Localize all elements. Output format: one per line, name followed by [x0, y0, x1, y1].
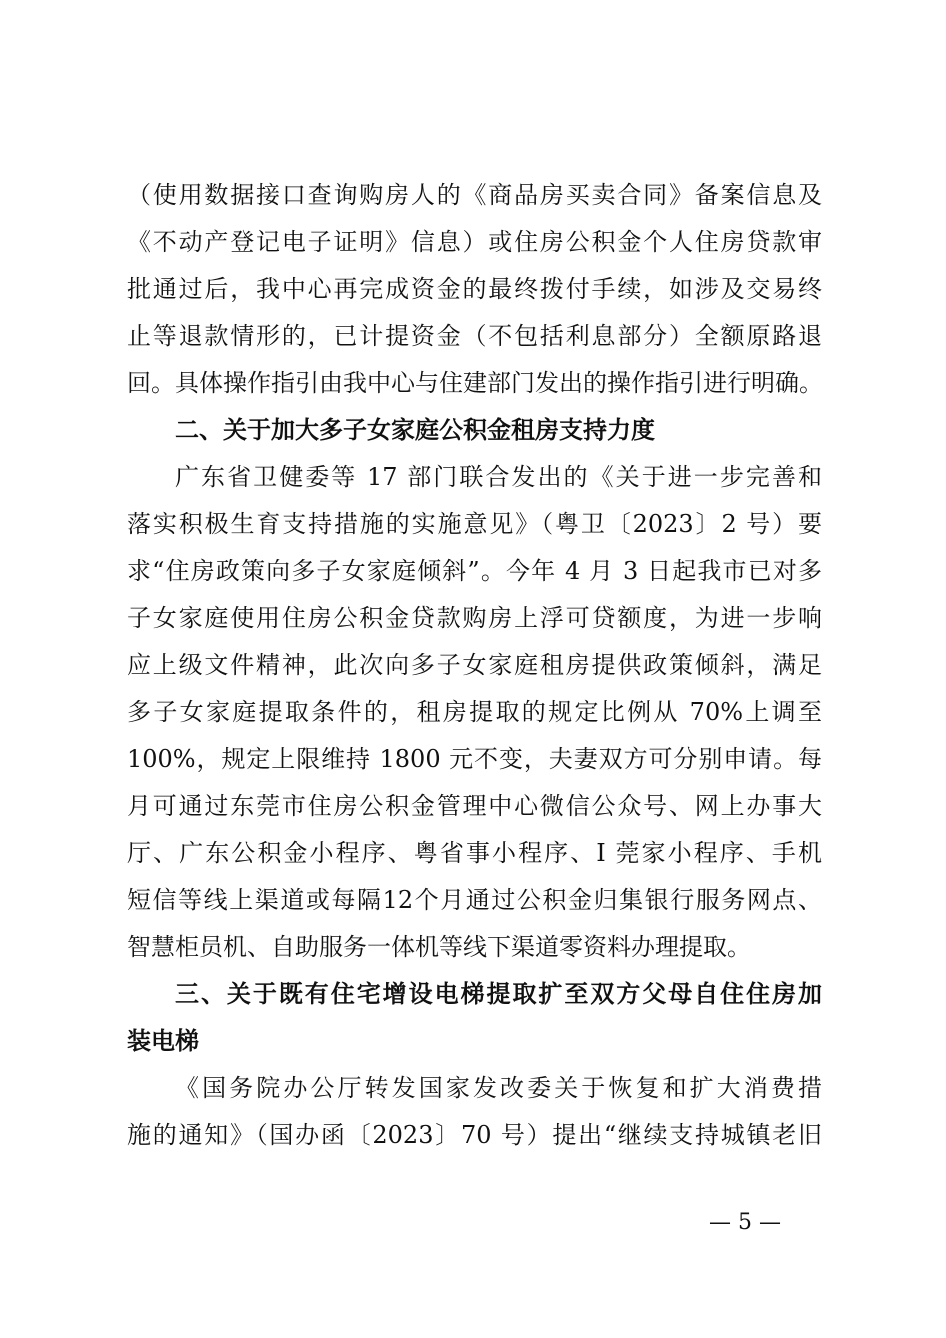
body-text-line: 回。具体操作指引由我中心与住建部门发出的操作指引进行明确。 [127, 369, 823, 397]
body-text-line: 《国务院办公厅转发国家发改委关于恢复和扩大消费措 [175, 1074, 822, 1102]
body-text-line: 止等退款情形的，已计提资金（不包括利息部分）全额原路退 [127, 322, 822, 350]
body-text-line: 多子女家庭提取条件的，租房提取的规定比例从 70%上调至 [127, 698, 822, 726]
body-text-line: 批通过后，我中心再完成资金的最终拨付手续，如涉及交易终 [127, 275, 822, 303]
body-text-line: 100%，规定上限维持 1800 元不变，夫妻双方可分别申请。每 [127, 745, 822, 773]
body-text-line: 广东省卫健委等 17 部门联合发出的《关于进一步完善和 [175, 463, 822, 491]
section-heading-2: 二、关于加大多子女家庭公积金租房支持力度 [175, 416, 655, 444]
body-text-line: 落实积极生育支持措施的实施意见》（粤卫〔2023〕2 号）要 [127, 510, 822, 538]
body-text-line: 厅、广东公积金小程序、粤省事小程序、I 莞家小程序、手机 [127, 839, 822, 867]
body-text-line: （使用数据接口查询购房人的《商品房买卖合同》备案信息及 [127, 181, 822, 209]
body-text-line: 《不动产登记电子证明》信息）或住房公积金个人住房贷款审 [127, 228, 822, 256]
section-heading-3: 三、关于既有住宅增设电梯提取扩至双方父母自住住房加 [175, 980, 822, 1008]
section-heading-3-continued: 装电梯 [127, 1027, 199, 1055]
body-text-line: 应上级文件精神，此次向多子女家庭租房提供政策倾斜，满足 [127, 651, 822, 679]
document-body [127, 172, 822, 1159]
body-text-line: 短信等线上渠道或每隔12个月通过公积金归集银行服务网点、 [127, 886, 822, 914]
body-text-line: 求“住房政策向多子女家庭倾斜”。今年 4 月 3 日起我市已对多 [127, 557, 822, 585]
body-text-line: 智慧柜员机、自助服务一体机等线下渠道零资料办理提取。 [127, 933, 751, 961]
body-text-line: 子女家庭使用住房公积金贷款购房上浮可贷额度，为进一步响 [127, 604, 822, 632]
body-text-line: 施的通知》（国办函〔2023〕70 号）提出“继续支持城镇老旧 [127, 1121, 822, 1149]
body-text-line: 月可通过东莞市住房公积金管理中心微信公众号、网上办事大 [127, 792, 822, 820]
page-number: — 5 — [709, 1210, 781, 1235]
